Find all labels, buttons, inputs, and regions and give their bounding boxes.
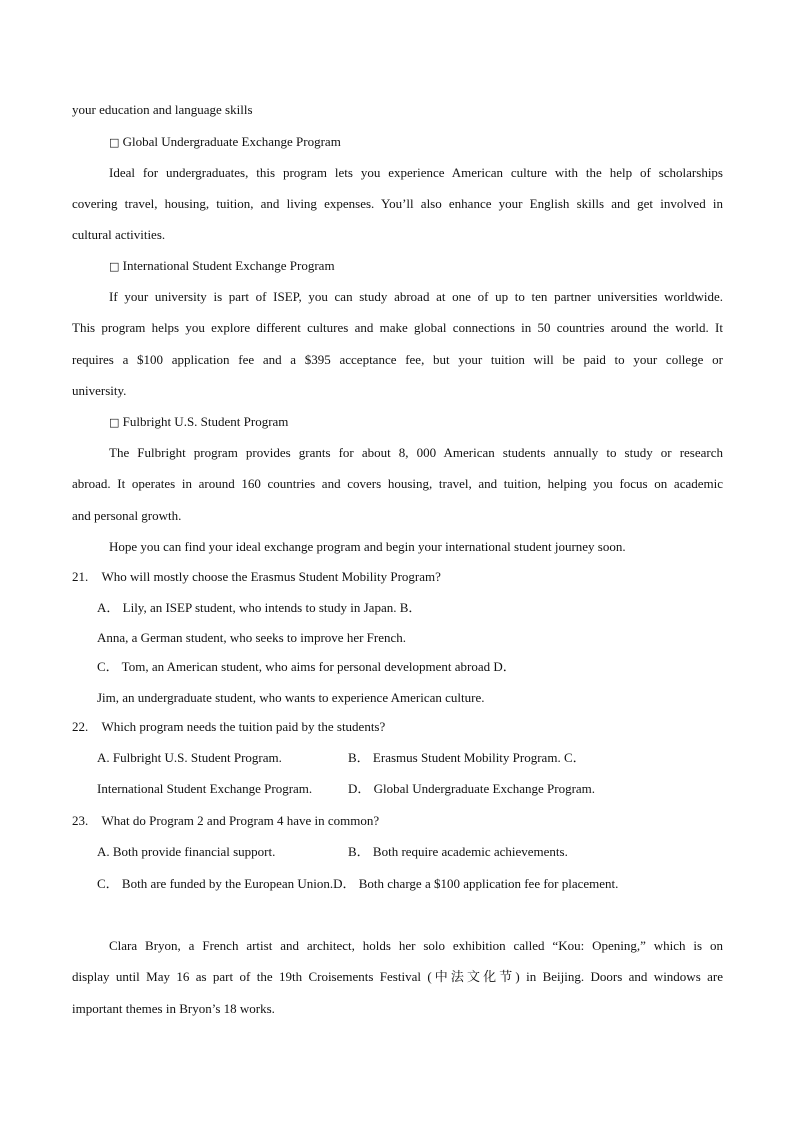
program-text-line: requires a $100 application fee and a $395 acceptance fee, but your tuition will be paid to your college or [72, 352, 723, 367]
intro-tail: your education and language skills [72, 102, 253, 117]
option-line: Anna, a German student, who seeks to improve her French. [97, 630, 407, 645]
program-text-line: The Fulbright program provides grants for about 8, 000 American students annually to study or research [109, 445, 723, 460]
option-line: C． Both are funded by the European Union.D． Both charge a $100 application fee for placement. [97, 876, 619, 891]
question-text: What do Program 2 and Program 4 have in common? [101, 813, 380, 828]
checkbox-square-icon: □ [109, 136, 120, 149]
option-a: A. Both provide financial support. [97, 844, 276, 859]
program-text-line: university. [72, 383, 127, 398]
program-name: International Student Exchange Program [122, 258, 335, 273]
checkbox-square-icon: □ [109, 260, 120, 273]
program-text-line: abroad. It operates in around 160 countries and covers housing, travel, and tuition, helping you focus on academic [72, 476, 723, 491]
program-heading-global-undergraduate [109, 134, 341, 151]
option-line: Jim, an undergraduate student, who wants to experience American culture. [97, 690, 485, 705]
passage-line: important themes in Bryon’s 18 works. [72, 1001, 275, 1016]
question-number: 22. [72, 719, 89, 734]
option-c: International Student Exchange Program. [97, 781, 313, 796]
passage-line: Clara Bryon, a French artist and architect, holds her solo exhibition called “Kou: Opening,” which is on [109, 938, 723, 953]
program-name: Global Undergraduate Exchange Program [122, 134, 341, 149]
program-heading-international-exchange [109, 258, 335, 275]
question-number: 21. [72, 569, 89, 584]
program-text-line: covering travel, housing, tuition, and living expenses. You’ll also enhance your English skills and get involved in [72, 196, 723, 211]
program-text-line: Ideal for undergraduates, this program lets you experience American culture with the help of scholarships [109, 165, 723, 180]
question-text: Who will mostly choose the Erasmus Student Mobility Program? [101, 569, 441, 584]
question-23 [72, 813, 379, 829]
program-text-line: If your university is part of ISEP, you can study abroad at one of up to ten partner universities worldwide. [109, 289, 723, 304]
option-d: D． Global Undergraduate Exchange Program. [348, 781, 596, 796]
program-heading-fulbright [109, 414, 288, 431]
program-text-line: cultural activities. [72, 227, 166, 242]
question-21 [72, 569, 441, 585]
program-text-line: This program helps you explore different cultures and make global connections in 50 countries around the world. It [72, 320, 723, 335]
closing-sentence: Hope you can find your ideal exchange program and begin your international student journey soon. [109, 539, 626, 554]
option-line: C． Tom, an American student, who aims for personal development abroad D． [97, 659, 516, 674]
option-b: B． Erasmus Student Mobility Program. C． [348, 750, 586, 765]
question-text: Which program needs the tuition paid by the students? [101, 719, 386, 734]
question-22 [72, 719, 385, 735]
program-text-line: and personal growth. [72, 508, 182, 523]
option-b: B． Both require academic achievements. [348, 844, 568, 859]
passage-line: display until May 16 as part of the 19th Croisements Festival (中法文化节) in Beijing. Doors and windows are [72, 969, 723, 984]
question-number: 23. [72, 813, 89, 828]
program-name: Fulbright U.S. Student Program [122, 414, 289, 429]
checkbox-square-icon: □ [109, 416, 120, 429]
option-a: A. Fulbright U.S. Student Program. [97, 750, 282, 765]
option-line: A． Lily, an ISEP student, who intends to study in Japan. B． [97, 600, 422, 615]
